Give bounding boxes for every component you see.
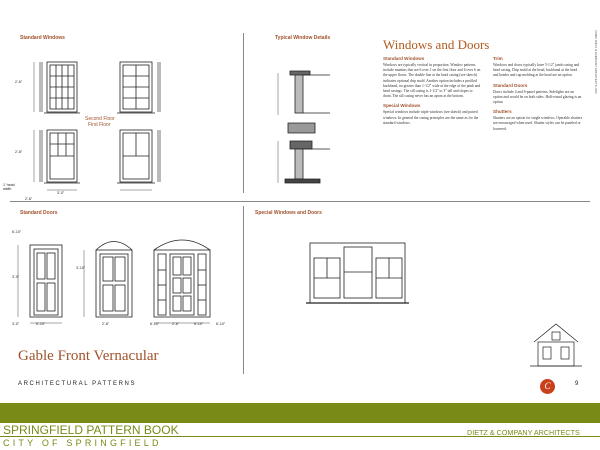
horizontal-divider xyxy=(10,201,590,202)
door-dim-8: 2'-6" xyxy=(172,322,180,326)
col2-body-shutters: Shutters are an option for single windows. Operable shutters are encouraged when used. Shutter styles can be paneled or louvered. xyxy=(493,116,583,131)
text-column-1 xyxy=(383,56,481,126)
col2-body-trim: Windows and doors typically have 5-1/2" jamb casing and head casing. Drip mold at the head, backband at the head and header and cap molding at the head are an option. xyxy=(493,63,580,78)
standard-windows-label: Standard Windows xyxy=(20,35,65,41)
window-dim-1: 2'-6" xyxy=(15,80,23,84)
house-thumbnail xyxy=(530,320,582,368)
door-dim-5: 3'-10" xyxy=(76,266,86,270)
footer-bar xyxy=(0,403,600,423)
col2-title-shutters: Shutters xyxy=(493,109,512,115)
door-dim-4: 6'-10" xyxy=(36,322,46,326)
copyright-text: ©2005 DIETZ & COMPANY ARCHITECTS, INC. xyxy=(594,30,598,95)
copyright-side-note xyxy=(590,30,600,130)
special-windows-drawing xyxy=(300,238,420,308)
col2-title-trim: Trim xyxy=(493,56,503,61)
standard-windows-drawing xyxy=(12,42,242,200)
col2-body-standard-doors: Doors include 4 and 6-panel patterns. Sidelights are an option and would be on both sides. Half-round glazing is an option. xyxy=(493,89,582,105)
door-dim-3: 3'-0" xyxy=(12,322,20,326)
door-dim-9: 6'-10" xyxy=(194,322,204,326)
standard-doors-drawing xyxy=(10,215,242,335)
company-logo-icon: C xyxy=(540,379,555,394)
first-floor-label: First Floor xyxy=(88,122,111,128)
door-dim-6: 2'-8" xyxy=(102,322,110,326)
city-title: CITY OF SPRINGFIELD xyxy=(3,438,162,448)
col1-body-standard-windows: Windows are typically vertical in proportion. Window patterns include muntins that are 6 over 1 on the first floor and 6 over 6 on the upper floors. The double line at the head casing (see sketch) indicates optional drip mold. Another option includes a profiled backband, no greater than 1-1/2" wide at the edge of the jamb and head casings. The sill casing is 1-1/2" to 3" tall and slopes to drain. The sill casing never has an apron at the bottom. xyxy=(383,63,481,99)
vertical-divider-bottom xyxy=(243,206,244,374)
special-windows-doors-label: Special Windows and Doors xyxy=(255,210,322,216)
pattern-book-title: SPRINGFIELD PATTERN BOOK xyxy=(3,423,179,437)
text-column-2 xyxy=(493,56,583,132)
door-dim-2: 3'-0" xyxy=(12,275,20,279)
second-floor-label: Second Floor xyxy=(85,116,115,122)
standard-doors-label: Standard Doors xyxy=(20,210,58,216)
typical-window-details-label: Typical Window Details xyxy=(275,35,331,41)
vertical-divider-top xyxy=(243,33,244,193)
window-dim-2: 2'-8" xyxy=(15,150,23,154)
col1-title-standard-windows: Standard Windows xyxy=(383,56,425,61)
head-width-label: 1' head width xyxy=(3,183,15,191)
gable-front-title: Gable Front Vernacular xyxy=(18,348,159,364)
door-dim-7: 6'-10" xyxy=(150,322,160,326)
col1-title-special-windows: Special Windows xyxy=(383,103,421,109)
company-name: DIETZ & COMPANY ARCHITECTS xyxy=(467,428,580,437)
architectural-patterns-label: ARCHITECTURAL PATTERNS xyxy=(18,381,137,387)
page-heading: Windows and Doors xyxy=(383,37,490,52)
window-dim-4: 2'-6" xyxy=(25,197,33,201)
col1-body-special-windows: Special windows include triple windows (see sketch) and paired windows. In general the casing principles are the same as for the standard windows. xyxy=(383,110,479,125)
window-dim-3: 3'-0" xyxy=(57,191,65,195)
col2-title-standard-doors: Standard Doors xyxy=(493,82,528,88)
door-dim-10: 6'-10" xyxy=(216,322,226,326)
window-details-drawing xyxy=(270,45,370,195)
page-number: 9 xyxy=(575,381,579,387)
door-dim-1: 6'-10" xyxy=(12,230,22,234)
